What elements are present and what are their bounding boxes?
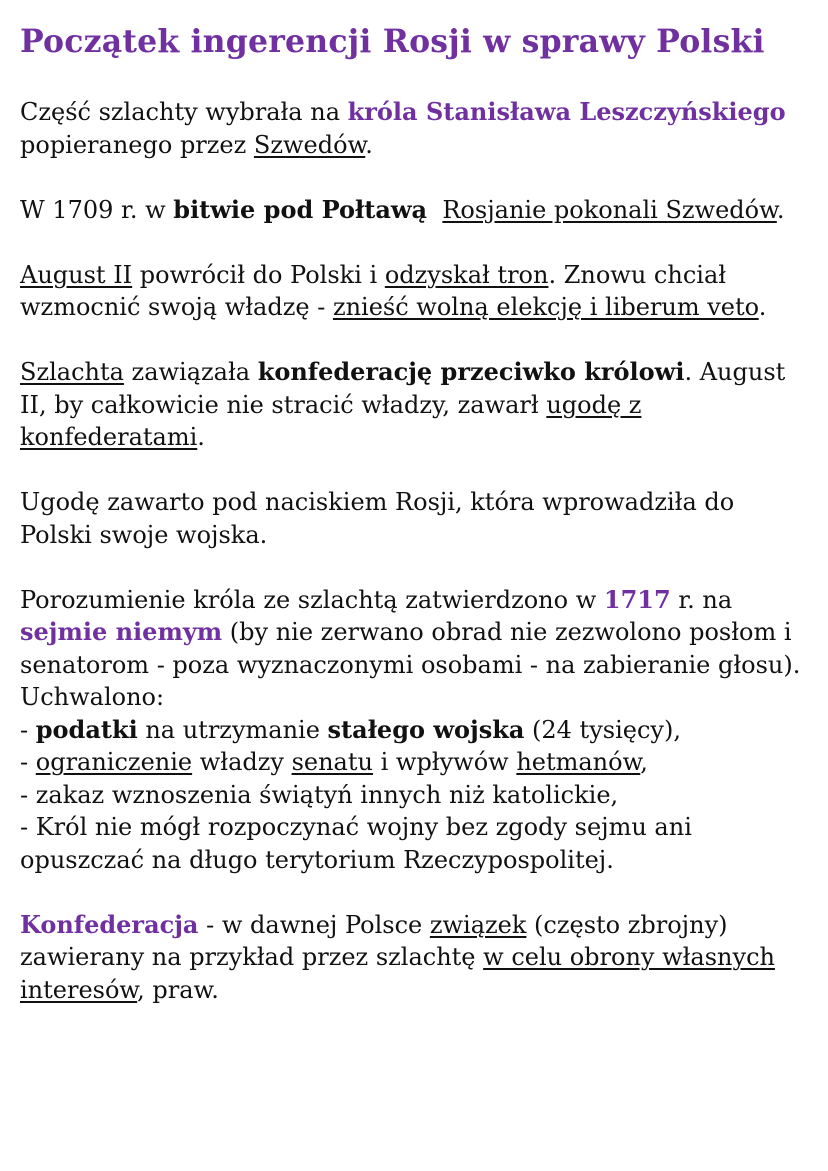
highlight-king-leszczynski: króla Stanisława Leszczyńskiego [347,97,786,126]
text: . [365,130,373,159]
text: . Znowu chciał wzmocnić swoją władzę - [20,260,727,321]
paragraph-confederation-definition [20,909,812,1007]
text: Ugodę zawarto pod naciskiem Rosji, która wprowadziła do Polski swoje wojska. [20,488,735,549]
paragraph-august-ii-return [20,259,812,324]
text: - w dawnej Polsce [198,910,430,939]
underlined-senate: senatu [291,748,373,776]
underlined-limitation: ograniczenie [35,748,193,776]
text: r. na [670,585,733,614]
text: Część szlachty wybrała na [20,98,348,126]
underlined-august-ii: August II [20,260,133,289]
paragraph-leszczynski [20,96,812,161]
paragraph-poltava [20,194,812,227]
text: i wpływów [372,748,517,776]
highlight-year-1717: 1717 [603,584,671,614]
underlined-hetmans: hetmanów [516,748,641,776]
highlight-silent-sejm: sejmie niemym [20,617,223,646]
list-item-limitations [20,748,648,776]
paragraph-confederation-against-king [20,356,812,454]
text: na utrzymanie [137,715,328,744]
underlined-abolish-election-veto: znieść wolną elekcję i liberum veto [332,293,759,321]
paragraph-russian-pressure [20,486,812,551]
text: . [758,293,767,321]
text: . [776,195,785,224]
underlined-agreement-confederates: ugodę z konfederatami [20,390,642,451]
list-item-temples-ban: - zakaz wznoszenia świątyń innych niż katolickie, [20,780,619,809]
text: (często zbrojny) zawierany na przykład przez szlachtę [20,910,728,971]
text: (by nie zerwano obrad nie zezwolono posłom i senatorom - poza wyznaczonymi osobami - na zabieranie głosu). Uchwalono: [20,618,801,711]
bold-battle-poltava: bitwie pod Połtawą [173,194,428,224]
text: (24 tysięcy), [524,715,681,744]
text: zawiązała [123,358,258,386]
underlined-regained-throne: odzyskał tron [384,260,549,289]
text: . [197,423,205,451]
list-item-king-war: - Król nie mógł rozpoczynać wojny bez zgody sejmu ani opuszczać na długo terytorium Rzeczypospolitej. [20,813,692,874]
paragraph-silent-sejm [20,584,812,877]
bold-standing-army: stałego wojska [327,714,525,744]
text: Porozumienie króla ze szlachtą zatwierdzono w [20,585,604,614]
bold-taxes: podatki [35,714,138,744]
text: W 1709 r. w [20,195,174,224]
underlined-defense-interests: w celu obrony własnych interesów [20,943,775,1004]
underlined-nobility: Szlachta [20,358,124,386]
page-title: Początek ingerencji Rosji w sprawy Polski [20,23,765,60]
text: . August II, by całkowicie nie stracić władzy, zawarł [20,358,786,419]
text [427,196,442,224]
text: - [20,715,36,744]
list-item-taxes [20,716,681,744]
underlined-russians-defeated-swedes: Rosjanie pokonali Szwedów [442,195,777,224]
highlight-confederation-term: Konfederacja [20,909,199,939]
text: , [640,748,648,776]
bold-confederation-against-king: konfederację przeciwko królowi [257,357,685,386]
text: władzy [192,748,292,776]
underlined-union: związek [429,910,527,939]
text: powrócił do Polski i [132,260,385,289]
text: - [20,748,36,776]
text: popieranego przez [20,130,254,159]
underlined-swedes: Szwedów [253,130,366,159]
text: , praw. [137,975,219,1004]
